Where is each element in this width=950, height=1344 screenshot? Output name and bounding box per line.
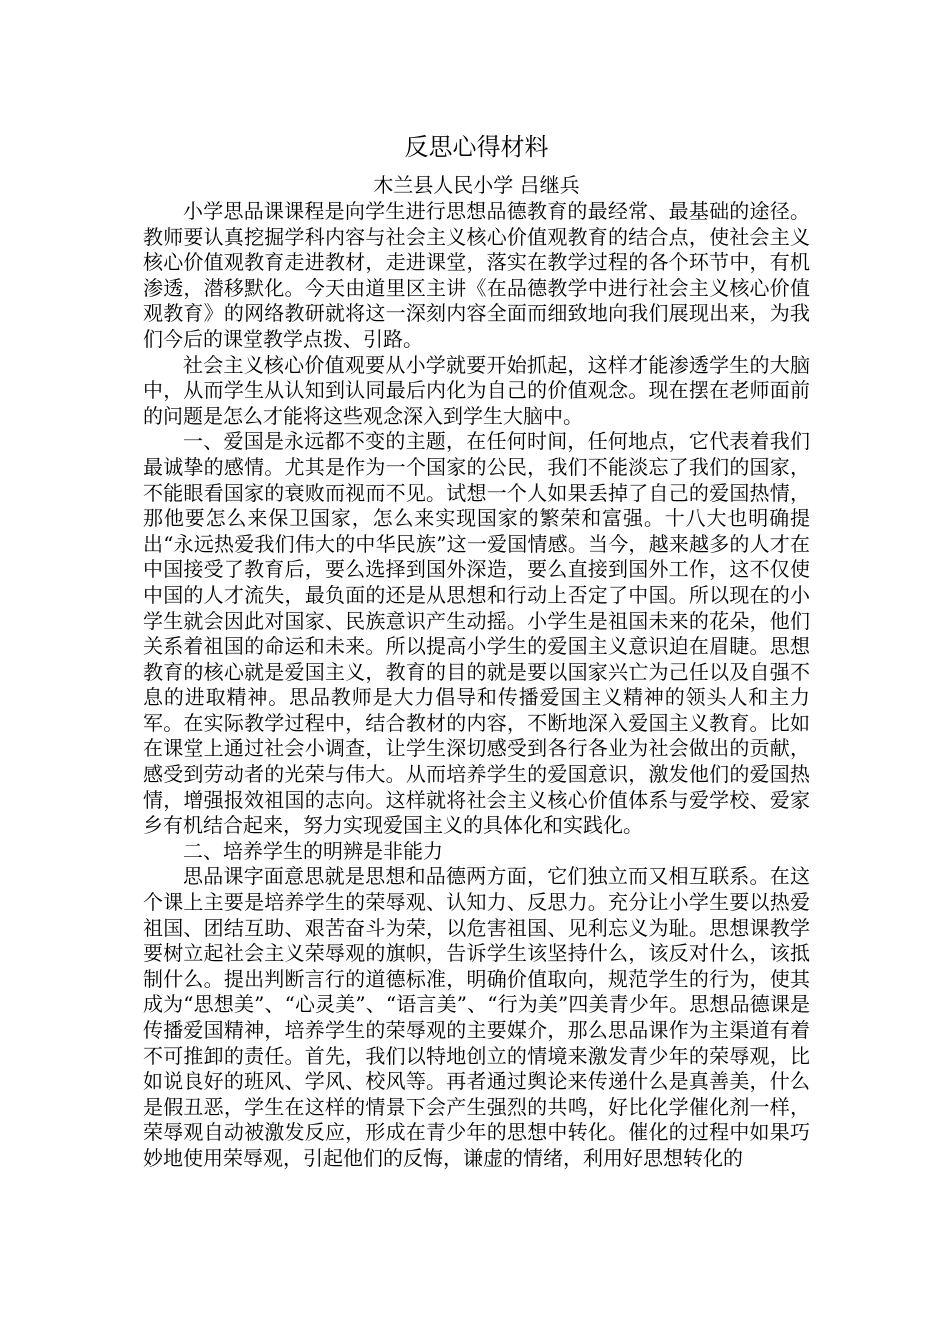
document-author: 木兰县人民小学 吕继兵 — [373, 173, 580, 197]
section-heading: 二、培养学生的明辨是非能力 — [183, 838, 443, 863]
document-title: 反思心得材料 — [404, 133, 549, 161]
body-paragraph: 思品课字面意思就是思想和品德两方面，它们独立而又相互联系。在这个课上主要是培养学生的荣辱观、认知力、反思力。充分让小学生要以热爱祖国、团结互助、艰苦奋斗为荣，以危害祖国、见利忘义为耻。思想课教学要树立起社会主义荣辱观的旗帜，告诉学生该坚持什么，该反对什么，该抵制什么。提出判断言行的道德标准，明确价值取向，规范学生的行为，使其成为“思想美”、“心灵美”、“语言美”、“行为美”四美青少年。思想品德课是传播爱国精神，培养学生的荣辱观的主要媒介，那么思品课作为主渠道有着不可推卸的责任。首先，我们以特地创立的情境来激发青少年的荣辱观，比如说良好的班风、学风、校风等。再者通过舆论来传递什么是真善美，什么是假丑恶，学生在这样的情景下会产生强烈的共鸣，好比化学催化剂一样，荣辱观自动被激发反应，形成在青少年的思想中转化。催化的过程中如果巧妙地使用荣辱观，引起他们的反悔，谦虚的情绪，利用好思想转化的 — [143, 864, 810, 1170]
body-paragraph: 社会主义核心价值观要从小学就要开始抓起，这样才能渗透学生的大脑中，从而学生从认知到认同最后内化为自己的价值观念。现在摆在老师面前的问题是怎么才能将这些观念深入到学生大脑中。 — [143, 352, 810, 428]
body-paragraph: 一、爱国是永远都不变的主题，在任何时间，任何地点，它代表着我们最诚挚的感情。尤其是作为一个国家的公民，我们不能淡忘了我们的国家，不能眼看国家的衰败而视而不见。试想一个人如果丢掉了自己的爱国热情，那他要怎么来保卫国家，怎么来实现国家的繁荣和富强。十八大也明确提出“永远热爱我们伟大的中华民族”这一爱国情感。当今，越来越多的人才在中国接受了教育后，要么选择到国外深造，要么直接到国外工作，这不仅使中国的人才流失，最负面的还是从思想和行动上否定了中国。所以现在的小学生就会因此对国家、民族意识产生动摇。小学生是祖国未来的花朵，他们关系着祖国的命运和未来。所以提高小学生的爱国主义意识迫在眉睫。思想教育的核心就是爱国主义，教育的目的就是要以国家兴亡为己任以及自强不息的进取精神。思品教师是大力倡导和传播爱国主义精神的领头人和主力军。在实际教学过程中，结合教材的内容，不断地深入爱国主义教育。比如在课堂上通过社会小调查，让学生深切感受到各行各业为社会做出的贡献，感受到劳动者的光荣与伟大。从而培养学生的爱国意识，激发他们的爱国热情，增强报效祖国的志向。这样就将社会主义核心价值体系与爱学校、爱家乡有机结合起来，努力实现爱国主义的具体化和实践化。 — [143, 429, 810, 838]
body-paragraph: 小学思品课课程是向学生进行思想品德教育的最经常、最基础的途径。教师要认真挖掘学科内容与社会主义核心价值观教育的结合点，使社会主义核心价值观教育走进教材，走进课堂，落实在教学过程的各个环节中，有机渗透，潜移默化。今天由道里区主讲《在品德教学中进行社会主义核心价值观教育》的网络教研就将这一深刻内容全面而细致地向我们展现出来，为我们今后的课堂教学点拨、引路。 — [143, 199, 810, 351]
